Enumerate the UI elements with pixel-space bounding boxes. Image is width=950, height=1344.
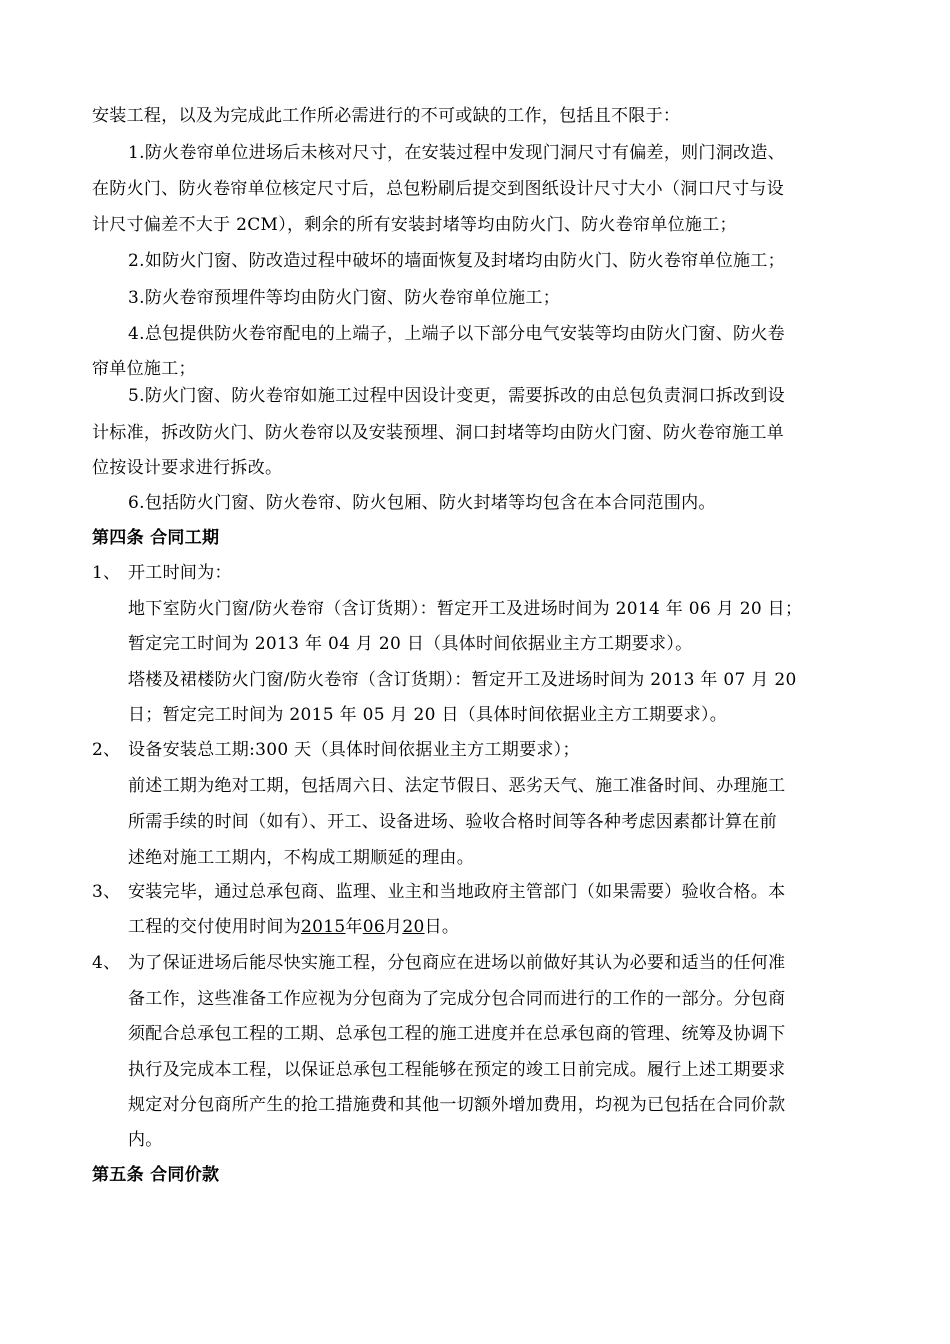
article-4-item-2-line-2: 前述工期为绝对工期，包括周六日、法定节假日、恶劣天气、施工准备时间、办理施工	[128, 776, 786, 796]
scope-item-1-line-3: 计尺寸偏差不大于 2CM），剩余的所有安装封堵等均由防火门、防火卷帘单位施工；	[92, 215, 737, 235]
scope-item-6-line-1: 6.包括防火门窗、防火卷帘、防火包厢、防火封堵等均包含在本合同范围内。	[128, 493, 716, 513]
intro-line: 安装工程，以及为完成此工作所必需进行的不可或缺的工作，包括且不限于：	[92, 106, 681, 126]
article-4-item-4-line-2: 备工作，这些准备工作应视为分包商为了完成分包合同而进行的工作的一部分。分包商	[128, 989, 786, 1009]
scope-item-4-line-2: 帘单位施工；	[92, 359, 196, 379]
article-4-item-2-line-3: 所需手续的时间（如有）、开工、设备进场、验收合格时间等各种考虑因素都计算在前	[128, 812, 777, 832]
article-4-item-1-sub-1-line-2: 暂定完工时间为 2013 年 04 月 20 日（具体时间依据业主方工期要求）。	[128, 634, 693, 654]
article-4-item-2-line-1: 设备安装总工期:300 天（具体时间依据业主方工期要求）；	[128, 740, 580, 760]
scope-item-5-line-2: 计标准，拆改防火门、防火卷帘以及安装预埋、洞口封堵等均由防火门窗、防火卷帘施工单	[92, 423, 784, 443]
article-4-item-4-line-1: 为了保证进场后能尽快实施工程，分包商应在进场以前做好其认为必要和适当的任何准	[128, 953, 786, 973]
scope-item-3-line-1: 3.防火卷帘预埋件等均由防火门窗、防火卷帘单位施工；	[128, 288, 561, 308]
article-4-item-1-sub-2-line-2: 日；暂定完工时间为 2015 年 05 月 20 日（具体时间依据业主方工期要求）。	[128, 705, 728, 725]
article-4-item-4-line-3: 须配合总承包工程的工期、总承包工程的施工进度并在总承包商的管理、统筹及协调下	[128, 1024, 786, 1044]
delivery-month: 06	[362, 917, 386, 937]
scope-item-5-line-3: 位按设计要求进行拆改。	[92, 458, 283, 478]
article-4-item-1-sub-2-line-1: 塔楼及裙楼防火门窗/防火卷帘（含订货期）：暂定开工及进场时间为 2013 年 07 月 20	[128, 670, 797, 690]
article-4-item-4-line-5: 规定对分包商所产生的抢工措施费和其他一切额外增加费用，均视为已包括在合同价款	[128, 1095, 786, 1115]
article-4-item-4-line-4: 执行及完成本工程，以保证总承包工程能够在预定的竣工日前完成。履行上述工期要求	[128, 1060, 786, 1080]
article-4-item-1-number: 1、	[92, 563, 121, 583]
article-4-item-2-line-4: 述绝对施工工期内，不构成工期顺延的理由。	[128, 848, 474, 868]
delivery-day-unit: 日。	[424, 917, 460, 937]
delivery-day: 20	[402, 917, 425, 937]
delivery-year-unit: 年	[345, 917, 363, 937]
article-4-item-1-line-1: 开工时间为：	[128, 563, 232, 583]
article-4-item-1-sub-1-line-1: 地下室防火门窗/防火卷帘（含订货期）：暂定开工及进场时间为 2014 年 06 月 20 日；	[128, 599, 803, 619]
scope-item-4-line-1: 4.总包提供防火卷帘配电的上端子，上端子以下部分电气安装等均由防火门窗、防火卷	[128, 324, 785, 344]
delivery-date-prefix: 工程的交付使用时间为	[128, 917, 301, 937]
article-4-item-3-line-2	[128, 915, 459, 939]
article-4-heading: 第四条 合同工期	[92, 528, 220, 548]
article-4-item-2-number: 2、	[92, 740, 121, 760]
article-4-item-4-number: 4、	[92, 953, 121, 973]
scope-item-2-line-1: 2.如防火门窗、防改造过程中破坏的墙面恢复及封堵均由防火门、防火卷帘单位施工；	[128, 251, 785, 271]
delivery-year: 2015	[301, 917, 346, 937]
delivery-month-unit: 月	[385, 917, 403, 937]
article-4-item-4-line-6: 内。	[128, 1130, 163, 1150]
article-4-item-3-line-1: 安装完毕，通过总承包商、监理、业主和当地政府主管部门（如果需要）验收合格。本	[128, 882, 786, 902]
scope-item-1-line-2: 在防火门、防火卷帘单位核定尺寸后，总包粉刷后提交到图纸设计尺寸大小（洞口尺寸与设	[92, 179, 784, 199]
article-4-item-3-number: 3、	[92, 882, 121, 902]
scope-item-1-line-1: 1.防火卷帘单位进场后未核对尺寸，在安装过程中发现门洞尺寸有偏差，则门洞改造、	[128, 143, 785, 163]
scope-item-5-line-1: 5.防火门窗、防火卷帘如施工过程中因设计变更，需要拆改的由总包负责洞口拆改到设	[128, 386, 785, 406]
article-5-heading: 第五条 合同价款	[92, 1165, 220, 1185]
